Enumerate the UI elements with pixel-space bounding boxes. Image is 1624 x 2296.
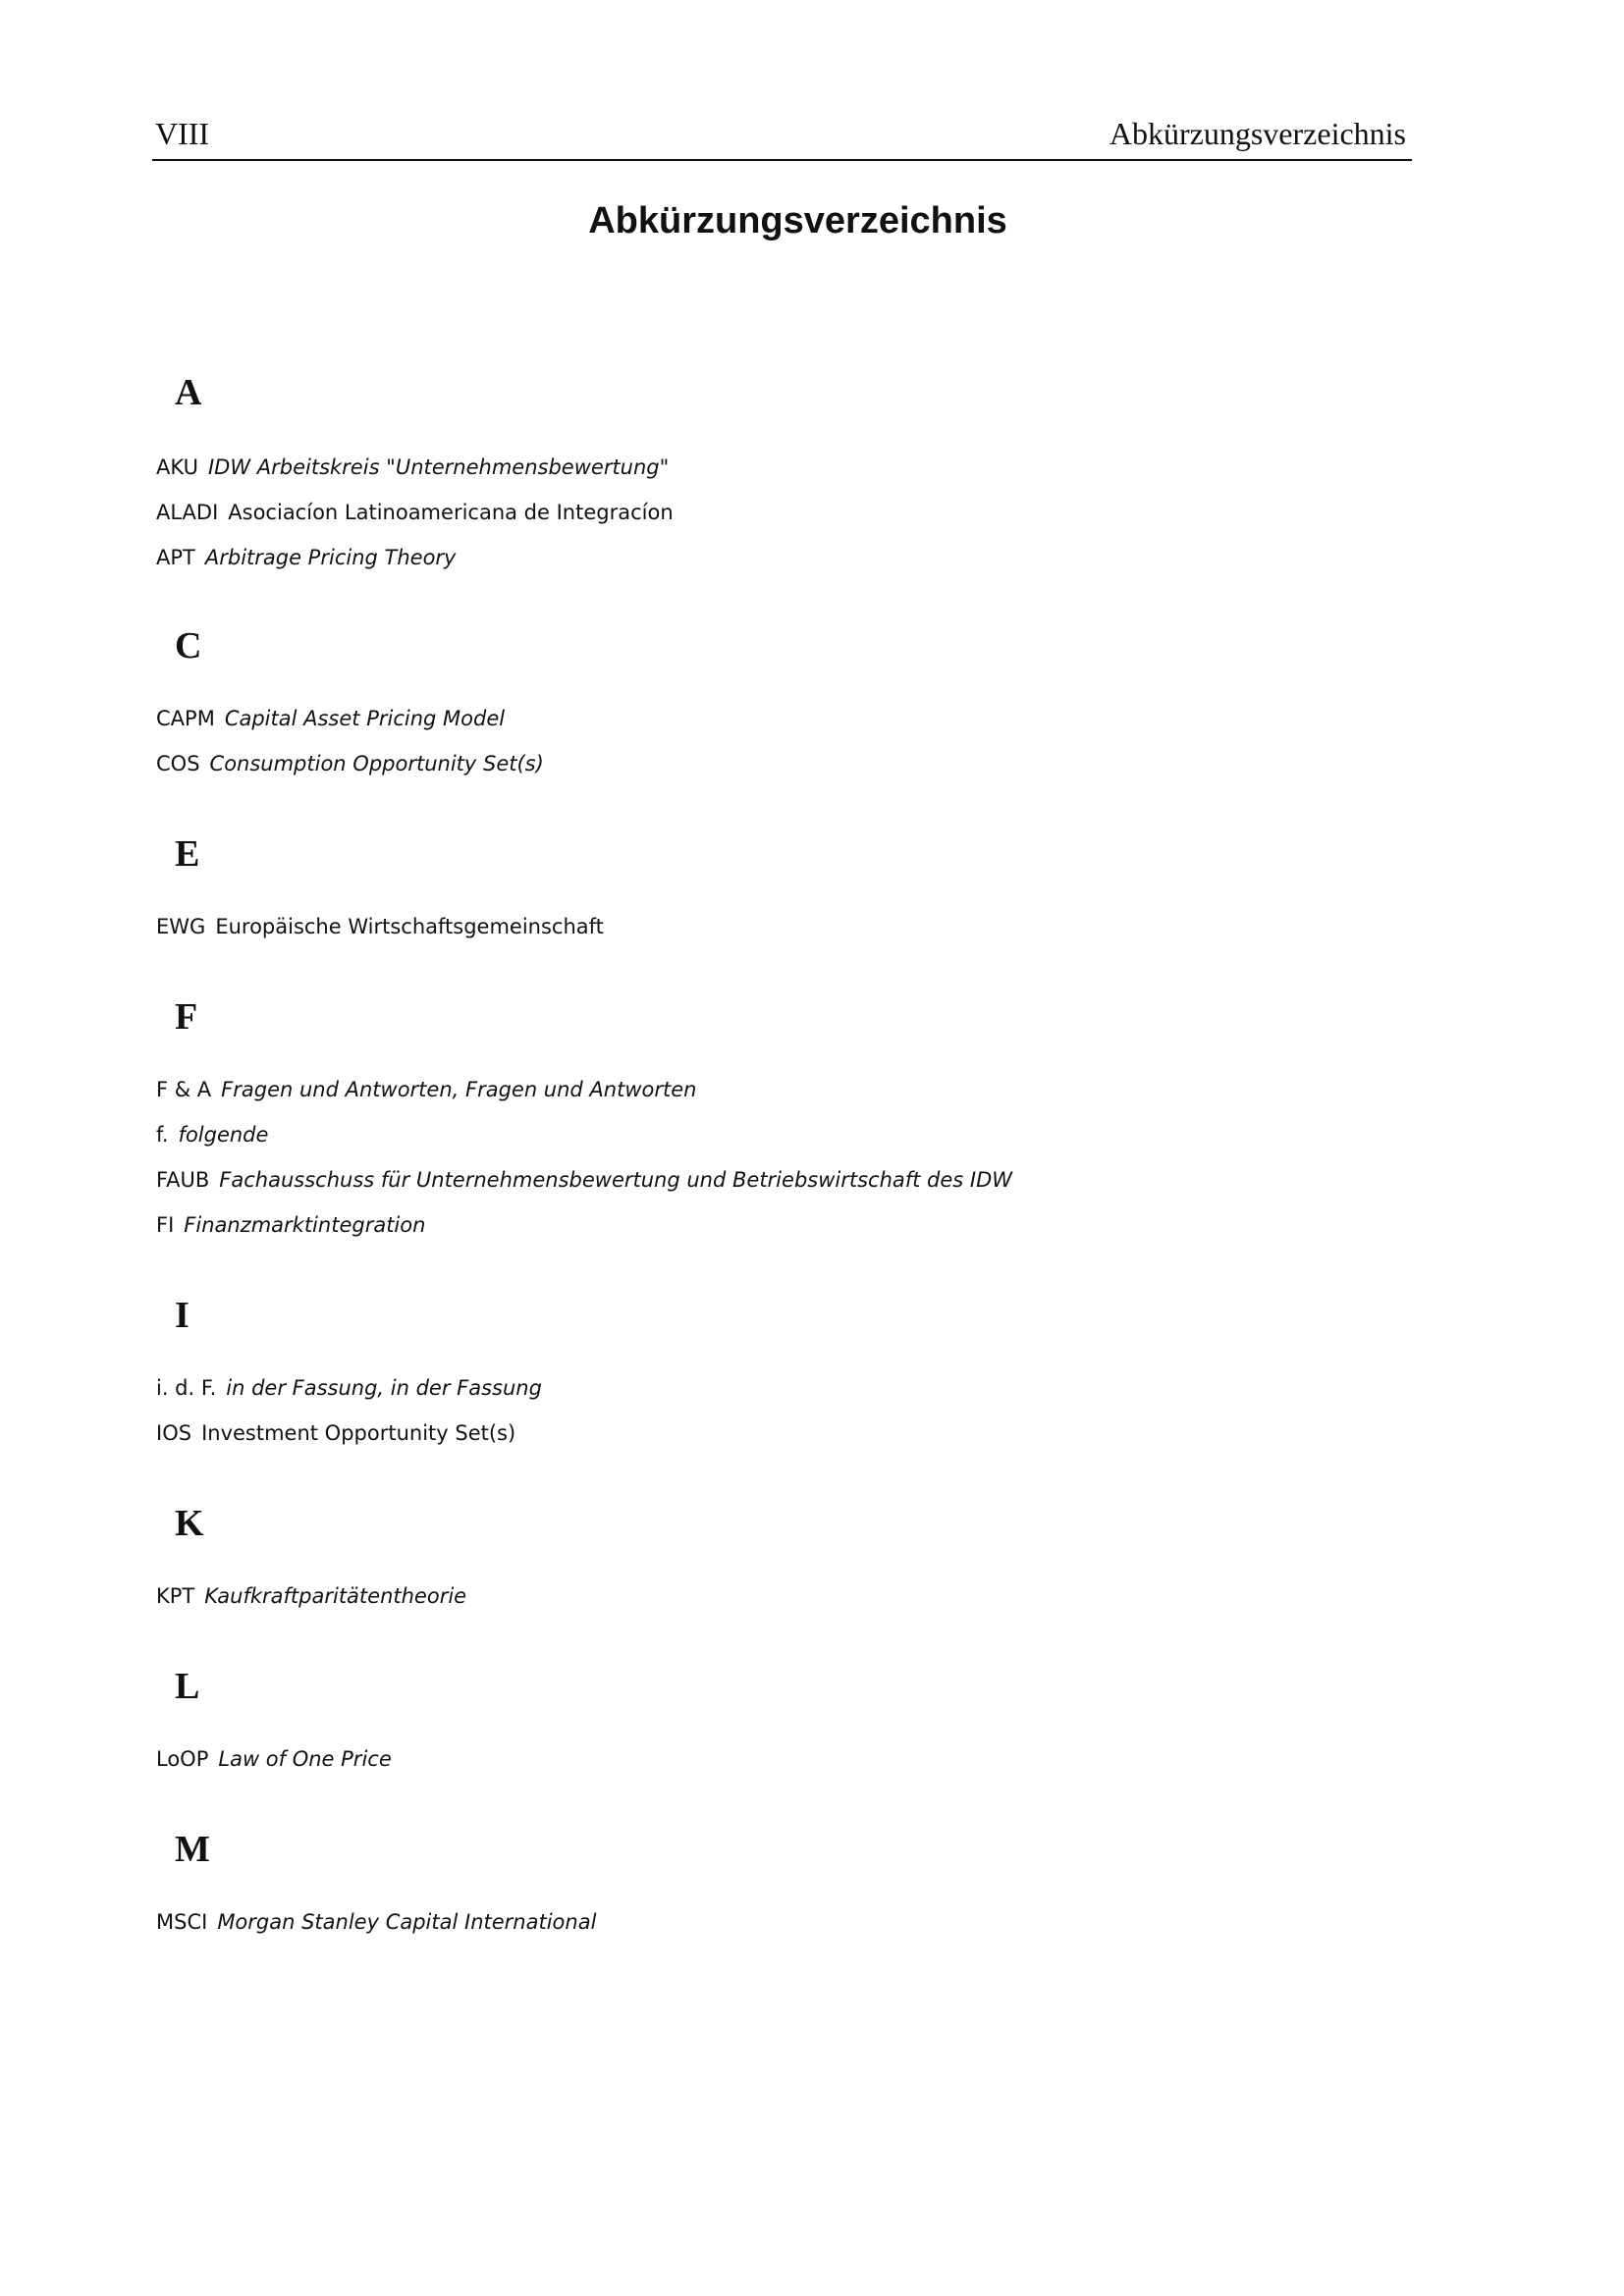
abbreviation: COS	[156, 752, 200, 775]
page-title: Abkürzungsverzeichnis	[588, 200, 1007, 241]
section-letter: K	[175, 1503, 204, 1544]
definition: Finanzmarktintegration	[184, 1213, 426, 1237]
list-item	[156, 1419, 515, 1447]
abbreviation: ALADI	[156, 501, 219, 524]
definition: folgende	[178, 1123, 269, 1147]
abbreviation: EWG	[156, 915, 206, 938]
list-item	[156, 1374, 542, 1402]
list-item	[156, 499, 674, 526]
abbreviation: APT	[156, 546, 195, 569]
list-item	[156, 1166, 1012, 1194]
abbreviation: F & A	[156, 1078, 212, 1101]
list-item	[156, 1211, 425, 1239]
definition: in der Fassung, in der Fassung	[226, 1376, 542, 1400]
abbreviation: FAUB	[156, 1168, 210, 1192]
section-letter: F	[175, 996, 198, 1038]
definition: Arbitrage Pricing Theory	[204, 546, 457, 569]
running-title: Abkürzungsverzeichnis	[1109, 116, 1406, 151]
section-letter: I	[175, 1295, 189, 1336]
definition: Morgan Stanley Capital International	[217, 1910, 597, 1934]
definition: Fachausschuss für Unternehmensbewertung und Betriebswirtschaft des IDW	[219, 1168, 1013, 1192]
list-item	[156, 1745, 392, 1773]
definition: Europäische Wirtschaftsgemeinschaft	[215, 915, 604, 938]
abbreviation: MSCI	[156, 1910, 208, 1934]
section-letter: A	[175, 372, 202, 413]
definition: Fragen und Antworten, Fragen und Antworten	[221, 1078, 697, 1101]
list-item	[156, 544, 456, 571]
definition: Asociacíon Latinoamericana de Integracíon	[228, 501, 674, 524]
list-item	[156, 750, 544, 777]
abbreviation: CAPM	[156, 707, 215, 730]
abbreviation: f.	[156, 1123, 169, 1147]
definition: Kaufkraftparitätentheorie	[204, 1584, 467, 1608]
list-item	[156, 913, 604, 940]
abbreviation: KPT	[156, 1584, 195, 1608]
list-item	[156, 705, 505, 732]
definition: IDW Arbeitskreis "Unternehmensbewertung"	[207, 455, 670, 479]
definition: Consumption Opportunity Set(s)	[209, 752, 544, 775]
abbreviation: AKU	[156, 455, 198, 479]
list-item	[156, 1076, 696, 1103]
running-head	[152, 114, 1412, 161]
section-letter: C	[175, 625, 202, 667]
list-item	[156, 1121, 268, 1148]
section-letter: L	[175, 1666, 200, 1707]
section-letter: E	[175, 833, 200, 875]
definition: Investment Opportunity Set(s)	[201, 1421, 516, 1445]
abbreviation: i. d. F.	[156, 1376, 217, 1400]
abbreviation: LoOP	[156, 1747, 209, 1771]
abbreviation: FI	[156, 1213, 175, 1237]
abbreviation: IOS	[156, 1421, 192, 1445]
definition: Law of One Price	[218, 1747, 392, 1771]
section-letter: M	[175, 1829, 210, 1870]
list-item	[156, 1908, 596, 1936]
page-number: VIII	[155, 116, 210, 151]
definition: Capital Asset Pricing Model	[224, 707, 506, 730]
list-item	[156, 454, 669, 481]
list-item	[156, 1582, 466, 1610]
